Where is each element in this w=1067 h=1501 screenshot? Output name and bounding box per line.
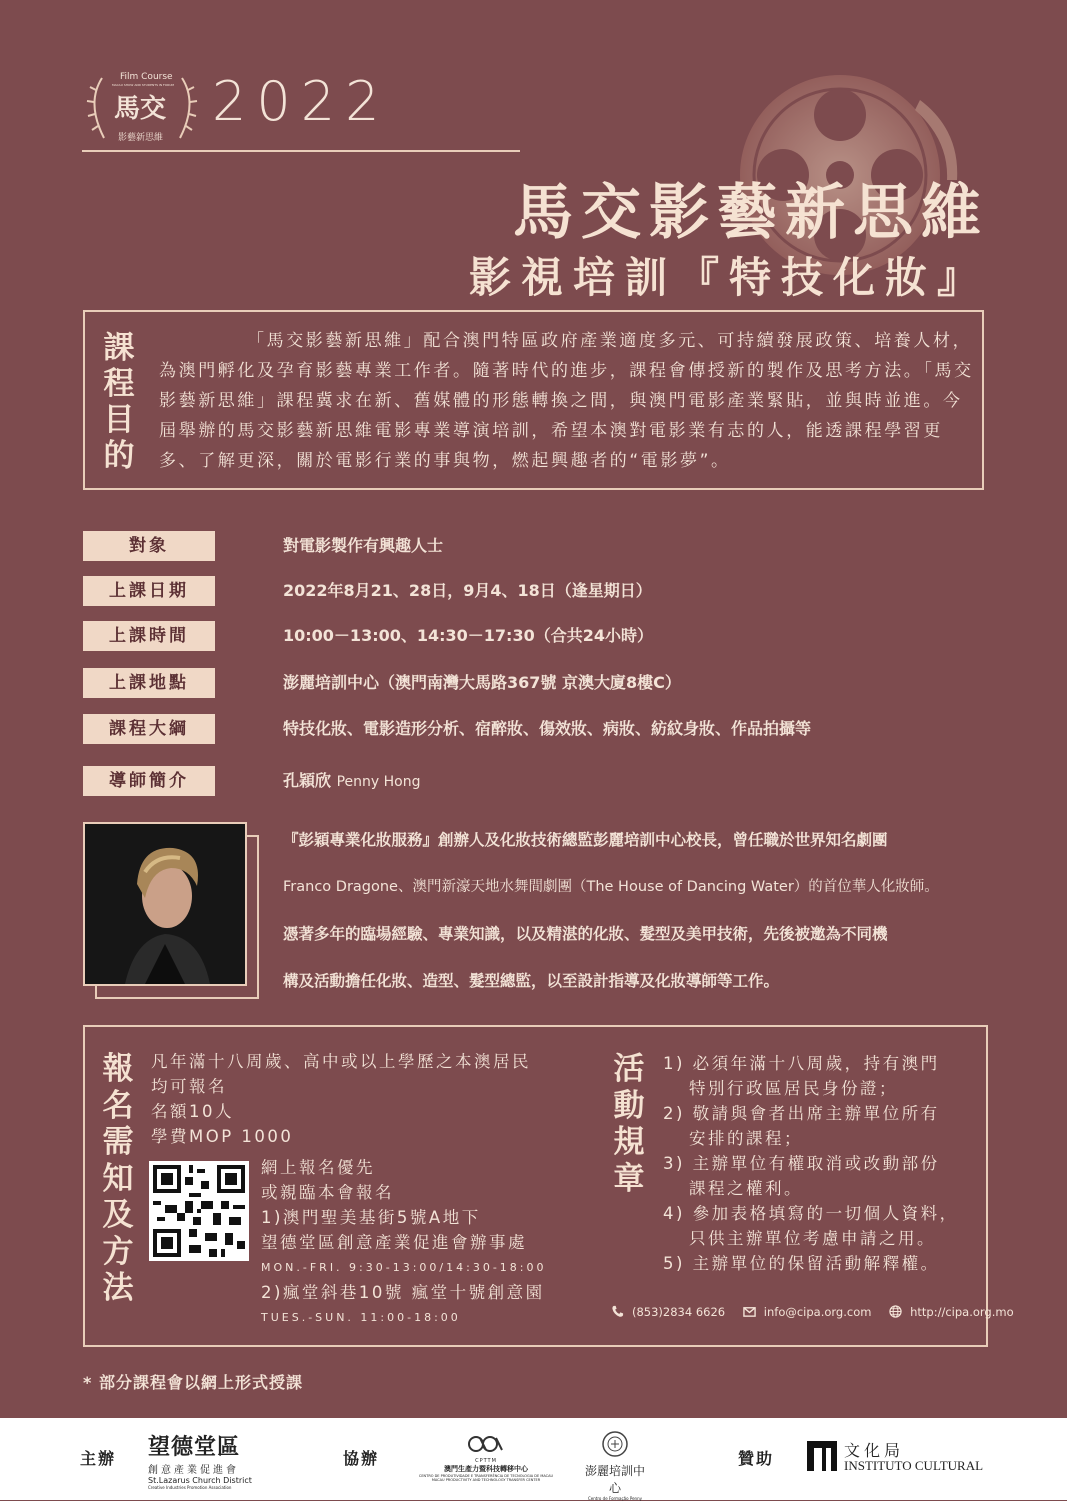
- purpose-label: 課程目的: [103, 330, 135, 474]
- host-sub: 創意產業促進會: [148, 1465, 239, 1476]
- host-label: 主辦: [80, 1449, 117, 1468]
- syllabus-label: 課程大綱: [83, 714, 215, 744]
- phone-text: (853)2834 6626: [632, 1305, 726, 1319]
- rule-line: 1) 必須年滿十八周歲，持有澳門: [663, 1054, 940, 1073]
- online-note: * 部分課程會以網上形式授課: [83, 1373, 303, 1392]
- rule-line: 只供主辦單位考慮申請之用。: [689, 1229, 936, 1248]
- ic-en: INSTITUTO CULTURAL: [844, 1458, 984, 1473]
- bio-line: 構及活動擔任化妝、造型、髮型總監，以至設計指導及化妝導師等工作。: [283, 972, 780, 990]
- host-en: St.Lazarus Church District: [148, 1476, 252, 1485]
- reg-method-line: 網上報名優先: [261, 1158, 375, 1177]
- host-logo: [148, 1430, 252, 1490]
- globe-icon: [889, 1305, 902, 1318]
- syllabus-value: 特技化妝、電影造形分析、宿醉妝、傷效妝、病妝、紡紋身妝、作品拍攝等: [283, 719, 812, 738]
- time-label: 上課時間: [83, 621, 215, 651]
- registration-box: [83, 1025, 1014, 1347]
- contact-phone[interactable]: [611, 1305, 725, 1319]
- phone-icon: [611, 1305, 624, 1318]
- penny-center-name: 澎麗培訓中心: [584, 1464, 645, 1495]
- cpttm-mark-icon: [466, 1434, 506, 1454]
- main-title: 馬交影藝新思維: [513, 178, 989, 248]
- sponsor-label: 贊助: [738, 1449, 775, 1468]
- reg-line: 學費MOP 1000: [151, 1127, 294, 1146]
- bio-line: Franco Dragone、澳門新濠天地水舞間劇團（The House of Dancing Water）的首位華人化妝師。: [283, 879, 939, 895]
- reg-line: 凡年滿十八周歲、高中或以上學歷之本澳居民: [151, 1052, 531, 1071]
- reg-method-line: 或親臨本會報名: [261, 1183, 394, 1202]
- logo-tiny-text: MACAU SHOW AND STUDENTS IN FORUM: [112, 83, 174, 87]
- registration-requirements: [151, 1049, 531, 1149]
- instructor-name-en: Penny Hong: [336, 774, 421, 790]
- rule-line: 安排的課程；: [689, 1129, 803, 1148]
- target-label: 對象: [83, 531, 215, 561]
- instructor-name-zh: 孔穎欣: [283, 771, 332, 790]
- registration-label: 報名需知及方法: [102, 1051, 134, 1306]
- cpttm-en: MACAU PRODUCTIVITY AND TECHNOLOGY TRANSFER CENTER: [431, 1478, 541, 1482]
- mail-icon: [743, 1305, 756, 1318]
- rules-list: [663, 1051, 959, 1276]
- venue-value: 澎麗培訓中心（澳門南灣大馬路367號 京澳大廈8樓C）: [283, 673, 681, 692]
- reg-method-line: 1)澳門聖美基街5號A地下: [261, 1208, 481, 1227]
- host-name: 望德堂區: [148, 1435, 241, 1460]
- instructor-bio: [283, 817, 1023, 1005]
- rule-line: 5) 主辦單位的保留活動解釋權。: [663, 1254, 940, 1273]
- cpttm-abbr: CPTTM: [475, 1458, 497, 1464]
- instructor-label: 導師簡介: [83, 766, 215, 796]
- venue-label: 上課地點: [83, 668, 215, 698]
- rule-line: 課程之權利。: [689, 1179, 803, 1198]
- film-course-logo: [82, 68, 202, 150]
- registration-qr-code[interactable]: [149, 1161, 249, 1261]
- instructor-photo: [83, 822, 247, 986]
- reg-line: 均可報名: [151, 1077, 227, 1096]
- date-value: 2022年8月21、28日，9月4、18日（逢星期日）: [283, 581, 652, 600]
- time-value: 10:00－13:00、14:30－17:30（合共24小時）: [283, 626, 653, 645]
- footer-sponsors: [0, 1418, 1067, 1500]
- instructor-name: [283, 766, 420, 797]
- office-hours-2: TUES.-SUN. 11:00-18:00: [261, 1311, 461, 1324]
- header-divider: [82, 150, 520, 152]
- co-organizer-label: 協辦: [343, 1449, 380, 1468]
- rule-line: 3) 主辦單位有權取消或改動部份: [663, 1154, 940, 1173]
- rule-line: 特別行政區居民身份證；: [689, 1079, 898, 1098]
- contact-website[interactable]: [889, 1305, 1014, 1319]
- cpttm-logo: [416, 1434, 556, 1482]
- rule-line: 2) 敬請與會者出席主辦單位所有: [663, 1104, 940, 1123]
- contact-email[interactable]: [743, 1305, 872, 1319]
- rules-label: 活動規章: [613, 1051, 645, 1197]
- penny-center-logo: [583, 1430, 647, 1501]
- logo-main-text: 馬交: [114, 94, 167, 124]
- host-en2: Creative Industries Promotion Association: [148, 1485, 232, 1490]
- target-value: 對電影製作有興趣人士: [283, 536, 444, 555]
- email-text: info@cipa.org.com: [763, 1305, 872, 1319]
- contact-bar: [611, 1305, 1028, 1319]
- reg-method-line: 望德堂區創意產業促進會辦事處: [261, 1233, 527, 1252]
- penny-center-pt: Centro de Formação Penny: [588, 1496, 642, 1501]
- rule-line: 4) 參加表格填寫的一切個人資料，: [663, 1204, 959, 1223]
- logo-bottom-text: 影藝新思維: [118, 133, 164, 143]
- year: 2022: [212, 70, 390, 133]
- registration-methods: [261, 1155, 547, 1330]
- purpose-text: 「馬交影藝新思維」配合澳門特區政府產業適度多元、可持續發展政策、培養人材，為澳門孵化及孕育影藝專業工作者。隨著時代的進步，課程會傳授新的製作及思考方法。「馬交影藝新思維」課程冀求在新、舊媒體的形態轉換之間，與澳門電影產業緊貼，並與時並進。今屆舉辦的馬交影藝新思維電影專業導演培訓，希望本澳對電影業有志的人，能透課程學習更多、了解更深，關於電影行業的事與物，燃起興趣者的“電影夢”。: [159, 331, 974, 471]
- ic-mark-icon: [806, 1440, 838, 1472]
- ic-zh: 文化局: [844, 1441, 905, 1460]
- bio-line: 『彭穎專業化妝服務』創辦人及化妝技術總監彭麗培訓中心校長，曾任職於世界知名劇團: [283, 831, 888, 849]
- office-hours-1: MON.-FRI. 9:30-13:00/14:30-18:00: [261, 1261, 547, 1274]
- date-label: 上課日期: [83, 576, 215, 606]
- penny-seal-icon: [601, 1430, 629, 1458]
- sub-title: 影視培訓『特技化妝』: [468, 253, 989, 302]
- reg-address-2: 2)瘋堂斜巷10號 瘋堂十號創意園: [261, 1283, 545, 1302]
- reg-line: 名額10人: [151, 1102, 234, 1121]
- course-purpose-box: [83, 310, 984, 490]
- bio-line: 憑著多年的臨場經驗、專業知識，以及精湛的化妝、髮型及美甲技術，先後被邀為不同機: [283, 925, 888, 943]
- website-text: http://cipa.org.mo: [910, 1305, 1014, 1319]
- cpttm-pt: CENTRO DE PRODUTIVIDADE E TRANSFERÊNCIA DE TECNOLOGIA DE MACAU: [418, 1474, 554, 1478]
- cpttm-name: 澳門生產力暨科技轉移中心: [444, 1465, 528, 1473]
- logo-top-text: Film Course: [120, 72, 173, 82]
